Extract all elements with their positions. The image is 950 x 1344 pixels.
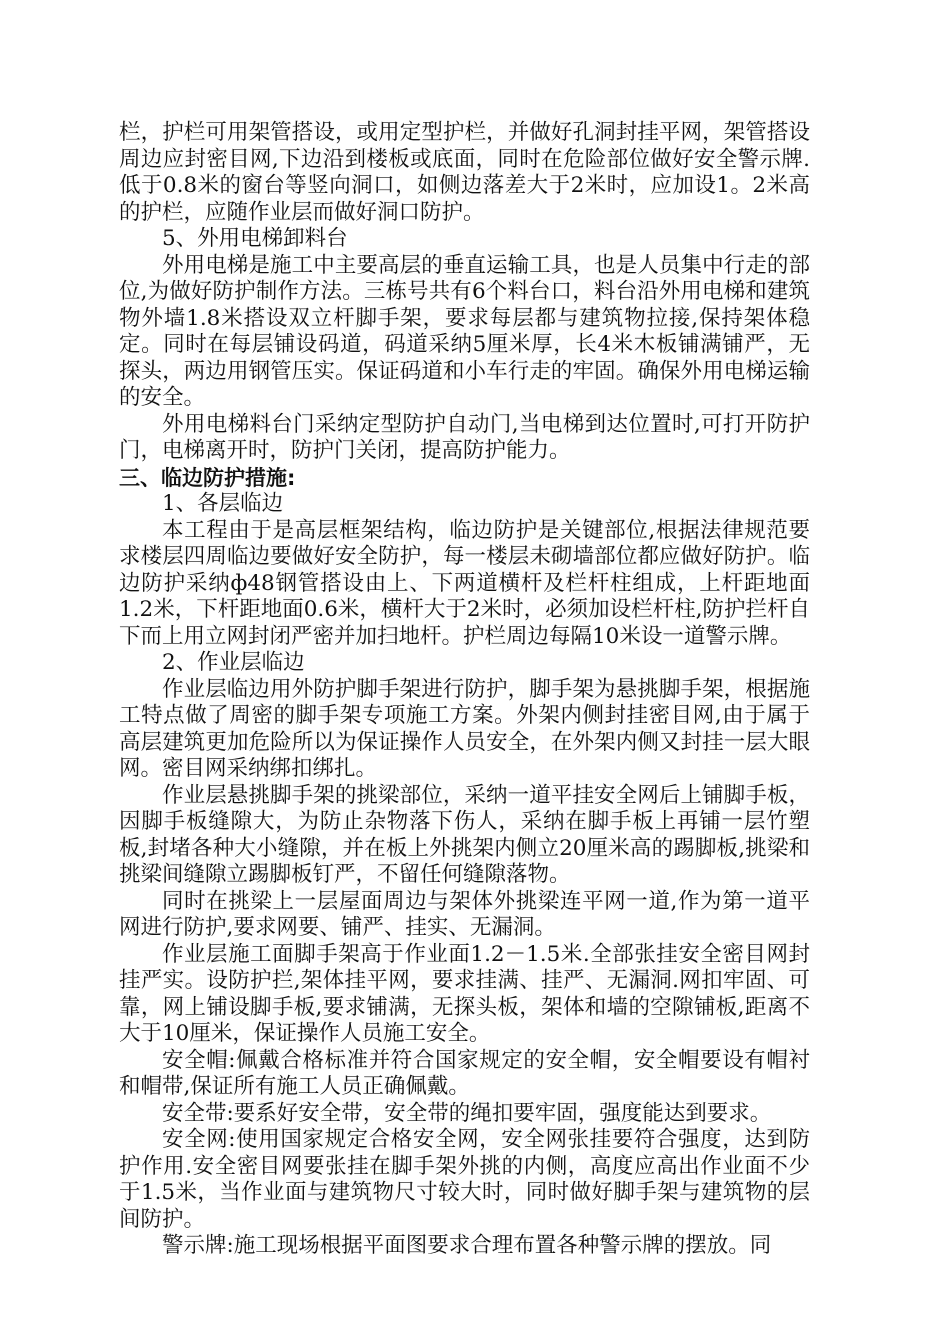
- paragraph-scaffold-protection: 作业层临边用外防护脚手架进行防护，脚手架为悬挑脚手架，根据施工特点做了周密的脚手架专项施工方案。外架内侧封挂密目网,由于属于高层建筑更加危险所以为保证操作人员安全，在外架内侧又封挂一层大眼网。密目网采纳绑扣绑扎。: [119, 676, 810, 781]
- subheading-work-layer-edges: 2、作业层临边: [162, 650, 305, 675]
- paragraph-elevator-door: 外用电梯料台门采纳定型防护自动门,当电梯到达位置时,可打开防护门，电梯离开时，防护门关闭，提高防护能力。: [119, 411, 810, 463]
- section-heading-edge-protection: 三、临边防护措施:: [119, 465, 296, 490]
- subheading-elevator-platform: 5、外用电梯卸料台: [162, 226, 348, 251]
- paragraph-safety-belt: 安全带:要系好安全带，安全带的绳扣要牢固，强度能达到要求。: [162, 1100, 772, 1126]
- document-page: [119, 120, 810, 1260]
- paragraph-warning-signs: 警示牌:施工现场根据平面图要求合理布置各种警示牌的摆放。同: [162, 1233, 772, 1258]
- paragraph-flat-net: 同时在挑梁上一层屋面周边与架体外挑梁连平网一道,作为第一道平网进行防护,要求网要、铺严、挂实、无漏洞。: [119, 888, 810, 940]
- paragraph-cantilever-beam: 作业层悬挑脚手架的挑梁部位，采纳一道平挂安全网后上铺脚手板，因脚手板缝隙大，为防止杂物落下伤人，采纳在脚手板上再铺一层竹塑板,封堵各种大小缝隙，并在板上外挑架内侧立20厘米高的踢脚板,挑梁和挑梁间缝隙立踢脚板钉严，不留任何缝隙落物。: [119, 782, 810, 887]
- paragraph-guardrail-continued: 栏，护栏可用架管搭设，或用定型护栏，并做好孔洞封挂平网，架管搭设周边应封密目网,下边沿到楼板或底面，同时在危险部位做好安全警示牌.低于0.8米的窗台等竖向洞口，如侧边落差大于2米时，应加设1。2米高的护栏，应随作业层而做好洞口防护。: [119, 120, 810, 225]
- paragraph-work-surface: 作业层施工面脚手架高于作业面1.2－1.5米.全部张挂安全密目网封挂严实。设防护拦,架体挂平网，要求挂满、挂严、无漏洞.网扣牢固、可靠，网上铺设脚手板,要求铺满，无探头板，架体和墙的空隙铺板,距离不大于10厘米，保证操作人员施工安全。: [119, 941, 810, 1046]
- paragraph-elevator-description: 外用电梯是施工中主要高层的垂直运输工具，也是人员集中行走的部位,为做好防护制作方法。三栋号共有6个料台口，料台沿外用电梯和建筑物外墙1.8米搭设双立杆脚手架，要求每层都与建筑物拉接,保持架体稳定。同时在每层铺设码道，码道采纳5厘米厚，长4米木板铺满铺严，无探头，两边用钢管压实。保证码道和小车行走的牢固。确保外用电梯运输的安全。: [119, 252, 810, 410]
- paragraph-floor-edges: 本工程由于是高层框架结构，临边防护是关键部位,根据法律规范要求楼层四周临边要做好安全防护，每一楼层未砌墙部位都应做好防护。临边防护采纳ф48钢管搭设由上、下两道横杆及栏杆柱组成，上杆距地面1.2米，下杆距地面0.6米，横杆大于2米时，必须加设栏杆柱,防护拦杆自下而上用立网封闭严密并加扫地杆。护栏周边每隔10米设一道警示牌。: [119, 517, 810, 649]
- paragraph-safety-net: 安全网:使用国家规定合格安全网，安全网张挂要符合强度，达到防护作用.安全密目网要张挂在脚手架外挑的内侧，高度应高出作业面不少于1.5米，当作业面与建筑物尺寸较大时，同时做好脚手架与建筑物的层间防护。: [119, 1127, 810, 1232]
- subheading-floor-edges: 1、各层临边: [162, 491, 284, 516]
- paragraph-safety-helmet: 安全帽:佩戴合格标准并符合国家规定的安全帽，安全帽要设有帽衬和帽带,保证所有施工人员正确佩戴。: [119, 1047, 810, 1099]
